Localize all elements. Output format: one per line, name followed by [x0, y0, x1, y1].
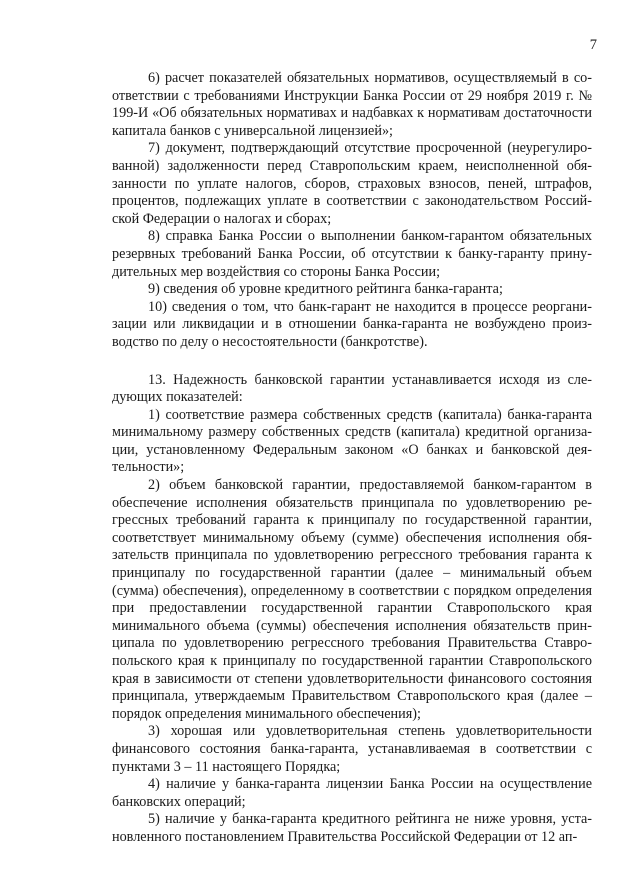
paragraph-criterion-3: 3) хорошая или удовлетворительная степень удовлетворительности финансового состояния банка-гаранта, устанавливаемая в соответствии с пунктами 3 – 11 настоящего Порядка; [112, 723, 592, 775]
paragraph-item-9: 9) сведения об уровне кредитного рейтинга банка-гаранта; [148, 281, 503, 298]
paragraph-section-13: 13. Надежность банковской гарантии устанавливается исходя из следующих показателей: [112, 371, 592, 406]
page-number: 7 [589, 37, 597, 53]
document-body [112, 70, 592, 847]
paragraph-item-8: 8) справка Банка России о выполнении банком-гарантом обязательных резервных требований Банка России, об отсутствии к банку-гаранту принудительных мер воздействия со стороны Банка России; [112, 228, 592, 280]
paragraph-criterion-2: 2) объем банковской гарантии, предоставляемой банком-гарантом в обеспечение исполнения обязательств принципала по удовлетворению регрессных требований гаранта к принципалу по государственной гарантии, соответствует минимальному объему (сумме) обеспечения исполнения обязательств принципала по удовлетворению регрессного требования гаранта к принципалу по государственной гарантии (далее – минимальный объем (сумма) обеспечения), определенному в соответствии с порядком определения при предоставлении государственной гарантии Ставропольского края минимального объема (суммы) обеспечения исполнения обязательств принципала по удовлетворению регрессного требования Правительства Ставропольского края к принципалу по государственной гарантии Ставропольского края в зависимости от степени удовлетворительности финансового состояния принципала, утверждаемым Правительством Ставропольского края (далее – порядок определения минимального обеспечения); [112, 477, 592, 722]
paragraph-criterion-5: 5) наличие у банка-гаранта кредитного рейтинга не ниже уровня, установленного постановлением Правительства Российской Федерации от 12 ап- [112, 811, 592, 845]
paragraph-criterion-4: 4) наличие у банка-гаранта лицензии Банка России на осуществление банковских операций; [112, 776, 592, 810]
paragraph-item-10: 10) сведения о том, что банк-гарант не находится в процессе реорганизации или ликвидации и в отношении банка-гаранта не возбуждено производство по делу о несостоятельности (банкротстве). [112, 298, 592, 350]
paragraph-criterion-1: 1) соответствие размера собственных средств (капитала) банка-гаранта минимальному размеру собственных средств (капитала) кредитной организации, установленному Федеральным законом «О банках и банковской деятельности»; [112, 406, 592, 476]
paragraph-item-6: 6) расчет показателей обязательных нормативов, осуществляемый в соответствии с требованиями Инструкции Банка России от 29 ноября 2019 г. № 199-И «Об обязательных нормативах и надбавках к нормативам достаточности капитала банков с универсальной лицензией»; [112, 70, 592, 139]
paragraph-item-7: 7) документ, подтверждающий отсутствие просроченной (неурегулированной) задолженности перед Ставропольским краем, неисполненной обязанности по уплате налогов, сборов, страховых взносов, пеней, штрафов, процентов, подлежащих уплате в соответствии с законодательством Российской Федерации о налогах и сборах; [112, 140, 592, 227]
